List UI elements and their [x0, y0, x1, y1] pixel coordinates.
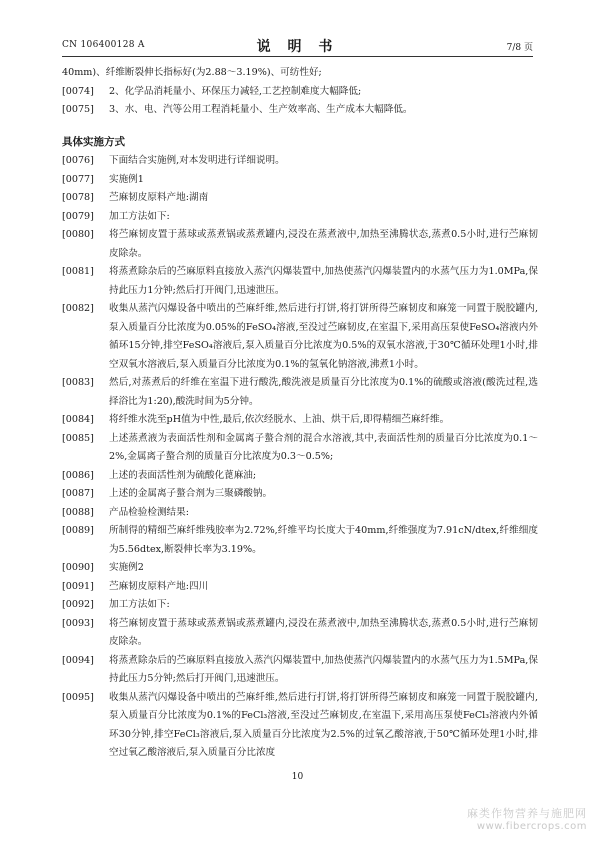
paragraph: [62, 208, 538, 227]
header-divider: [62, 56, 533, 57]
paragraph-number: [0075]: [62, 104, 94, 115]
paragraph-text: 实施例2: [109, 562, 144, 573]
paragraph: [62, 83, 538, 102]
patent-number: CN 106400128 A: [62, 40, 145, 50]
paragraph-text: 上述蒸煮液为表面活性剂和金属离子螯合剂的混合水溶液,其中,表面活性剂的质量百分比浓度为0.1～2%,金属离子螯合剂的质量百分比浓度为0.3～0.5%;: [109, 432, 538, 462]
paragraph-number: [0083]: [62, 377, 94, 388]
paragraph: [62, 189, 538, 208]
document-body: [62, 64, 538, 763]
paragraph: [62, 504, 538, 523]
paragraph-text: 上述的金属离子螯合剂为三聚磷酸钠。: [109, 488, 273, 499]
paragraph-number: [0078]: [62, 192, 94, 203]
paragraph-number: [0081]: [62, 266, 94, 277]
paragraph-text: 3、水、电、汽等公用工程消耗量小、生产效率高、生产成本大幅降低。: [109, 104, 413, 115]
document-title: 说 明 书: [256, 39, 339, 55]
paragraph-number: [0077]: [62, 173, 94, 185]
paragraph-number: [0093]: [62, 617, 94, 629]
paragraph-number: [0091]: [62, 580, 94, 592]
paragraph: [62, 615, 538, 652]
paragraph-number: [0095]: [62, 691, 94, 703]
paragraph-text: 产品检验检测结果:: [109, 506, 189, 518]
paragraph-text: 收集从蒸汽闪爆设备中喷出的苎麻纤维,然后进行打饼,将打饼所得苎麻韧皮和麻笼一同置于脱胶罐内,泵入质量百分比浓度为0.1%的FeCl₃溶液,至没过苎麻韧皮,在室温下,采用高压泵使FeCl₃溶液内外循环30分钟,排空FeCl₃溶液后,泵入质量百分比浓度为2.5%的过氧乙酸溶液,于50℃循环处理1小时,排空过氧乙酸溶液后,泵入质量百分比浓度: [109, 691, 538, 758]
paragraph: [62, 430, 538, 467]
paragraph: [62, 522, 538, 559]
paragraph: [62, 171, 538, 190]
paragraph-text: 所制得的精细苎麻纤维残胶率为2.72%,纤维平均长度大于40mm,纤维强度为7.91cN/dtex,纤维细度为5.56dtex,断裂伸长率为3.19%。: [109, 525, 538, 555]
paragraph: [62, 226, 538, 263]
paragraph-number: [0074]: [62, 85, 94, 97]
paragraph-number: [0089]: [62, 525, 94, 536]
paragraph-number: [0092]: [62, 599, 94, 610]
paragraph-number: [0082]: [62, 303, 94, 314]
paragraph-text: 将苎麻韧皮置于蒸球或蒸煮锅或蒸煮罐内,浸没在蒸煮液中,加热至沸腾状态,蒸煮0.5小时,进行苎麻韧皮除杂。: [109, 229, 538, 259]
paragraph: [62, 467, 538, 486]
paragraph-number: [0080]: [62, 229, 94, 240]
paragraph-text: 下面结合实施例,对本发明进行详细说明。: [109, 155, 285, 166]
paragraph: [62, 300, 538, 374]
paragraph-number: [0084]: [62, 414, 94, 425]
page-number: 10: [291, 772, 304, 782]
paragraph: [62, 411, 538, 430]
paragraph-number: [0087]: [62, 488, 94, 499]
paragraph-text: 2、化学品消耗量小、环保压力减轻,工艺控制难度大幅降低;: [109, 85, 362, 97]
paragraph: [62, 689, 538, 763]
page-header: [62, 36, 533, 54]
paragraph-number: [0086]: [62, 469, 94, 481]
paragraph: [62, 652, 538, 689]
paragraph-text: 将蒸煮除杂后的苎麻原料直接放入蒸汽闪爆装置中,加热使蒸汽闪爆装置内的水蒸气压力为1.0MPa,保持此压力1分钟;然后打开阀门,迅速泄压。: [109, 266, 538, 296]
paragraph-text: 然后,对蒸煮后的纤维在室温下进行酸洗,酸洗液是质量百分比浓度为0.1%的硫酸或溶液(酸洗过程,选择浴比为1:20),酸洗时间为5分钟。: [109, 377, 538, 407]
paragraph-number: [0090]: [62, 562, 94, 573]
paragraph-text: 40mm)、纤维断裂伸长指标好(为2.88～3.19%)、可纺性好;: [62, 67, 322, 78]
paragraph-text: 苎麻韧皮原料产地:湖南: [109, 192, 209, 203]
paragraph-number: [0088]: [62, 506, 94, 518]
paragraph-number: [0094]: [62, 654, 94, 666]
paragraph: [62, 596, 538, 615]
page-reference: 7/8 页: [506, 43, 533, 53]
paragraph: [62, 374, 538, 411]
paragraph: [62, 559, 538, 578]
paragraph-text: 收集从蒸汽闪爆设备中喷出的苎麻纤维,然后进行打饼,将打饼所得苎麻韧皮和麻笼一同置于脱胶罐内,泵入质量百分比浓度为0.05%的FeSO₄溶液,至没过苎麻韧皮,在室温下,采用高压泵使FeSO₄溶液内外循环15分钟,排空FeSO₄溶液后,泵入质量百分比浓度为0.5%的双氧水溶液,于30℃循环处理1小时,排空双氧水溶液后,泵入质量百分比浓度为0.1%的氢氧化钠溶液,沸煮1小时。: [109, 303, 538, 370]
watermark-url: www.fibercrops.com: [476, 821, 587, 832]
site-watermark: [467, 805, 587, 832]
paragraph: [62, 578, 538, 597]
paragraph-number: [0076]: [62, 155, 94, 166]
paragraph-text: 实施例1: [109, 173, 144, 185]
paragraph-text: 上述的表面活性剂为硫酸化蓖麻油;: [109, 469, 257, 481]
section-heading: 具体实施方式: [62, 135, 125, 148]
paragraph-text: 将苎麻韧皮置于蒸球或蒸煮锅或蒸煮罐内,浸没在蒸煮液中,加热至沸腾状态,蒸煮0.5小时,进行苎麻韧皮除杂。: [109, 617, 538, 647]
paragraph-text: 将纤维水洗至pH值为中性,最后,依次经脱水、上油、烘干后,即得精细苎麻纤维。: [109, 414, 450, 425]
paragraph-text: 加工方法如下:: [109, 210, 170, 222]
paragraph: [62, 152, 538, 171]
watermark-title: 麻类作物营养与施肥网: [467, 807, 587, 820]
paragraph: [62, 101, 538, 120]
paragraph-number: [0085]: [62, 432, 94, 444]
continued-paragraph: [62, 64, 538, 83]
paragraph-text: 将蒸煮除杂后的苎麻原料直接放入蒸汽闪爆装置中,加热使蒸汽闪爆装置内的水蒸气压力为1.5MPa,保持此压力5分钟;然后打开阀门,迅速泄压。: [109, 654, 538, 684]
paragraph: [62, 485, 538, 504]
paragraph: [62, 263, 538, 300]
paragraph-text: 苎麻韧皮原料产地:四川: [109, 580, 209, 592]
paragraph-text: 加工方法如下:: [109, 599, 170, 610]
paragraph-number: [0079]: [62, 210, 94, 222]
